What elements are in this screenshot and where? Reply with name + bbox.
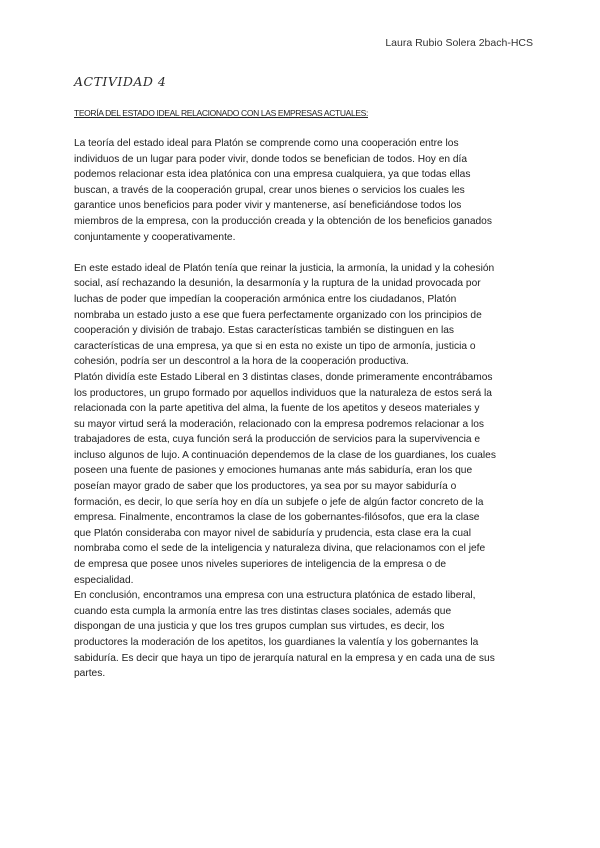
paragraph-conclusion: En conclusión, encontramos una empresa con una estructura platónica de estado liberal, cuando esta cumpla la armonía entre las tres distintas clases sociales, además que dispongan de una justicia y que los tres grupos cumplan sus virtudes, es decir, los productores la moderación de los apetitos, los guardianes la valentía y los gobernantes la sabiduría. Es decir que haya un tipo de jerarquía natural en la empresa y en cada una de sus partes. [74,590,495,680]
author-line: Laura Rubio Solera 2bach-HCS [385,37,533,49]
paragraph-intro: La teoría del estado ideal para Platón se comprende como una cooperación entre los individuos de un lugar para poder vivir, donde todos se benefician de todos. Hoy en día podemos relacionar esta idea platónica con una empresa cualquiera, ya que todas ellas buscan, a través de la cooperación grupal, crear unos bienes o servicios los cuales les garantice unos beneficios para poder vivir y mantenerse, así beneficiándose todos los miembros de la empresa, con la producción creada y la obtención de los beneficios ganados conjuntamente y cooperativamente. [74,138,492,243]
paragraph-classes: Platón dividía este Estado Liberal en 3 distintas clases, donde primeramente encontrábamos los productores, un grupo formado por aquellos individuos que la naturaleza de estos será la relacionada con la parte apetitiva del alma, la fuente de los apetitos y deseos materiales y su mayor virtud será la moderación, relacionado con la empresa podremos relacionar a los trabajadores de esta, cuya función será la producción de servicios para la supervivencia e incluso algunos de lujo. A continuación dependemos de la clase de los guardianes, los cuales poseen una fuente de pasiones y emociones humanas ante más sabiduría, eran los que poseían mayor grado de saber que los productores, ya sea por su mayor sabiduría o formación, es decir, lo que sería hoy en día un subjefe o jefe de algún factor concreto de la empresa. Finalmente, encontramos la clase de los gobernantes-filósofos, que era la clase que Platón consideraba con mayor nivel de sabiduría y prudencia, esta clase era la cual nombraba como el sede de la inteligencia y naturaleza divina, que relacionamos con el jefe de empresa que posee unos niveles superiores de inteligencia de la empresa o de especialidad. [74,371,496,586]
document-body [74,136,530,682]
section-heading: TEORÍA DEL ESTADO IDEAL RELACIONADO CON LAS EMPRESAS ACTUALES: [74,108,368,118]
paragraph-justice: En este estado ideal de Platón tenía que reinar la justicia, la armonía, la unidad y la cohesión social, así rechazando la desunión, la desarmonía y la ruptura de la unidad provocada por luchas de poder que impedían la cooperación armónica entre los ciudadanos, Platón nombraba un estado justo a ese que fuera perfectamente organizado con los principios de cooperación y división de trabajo. Estas características también se distinguen en las características de una empresa, ya que si en esta no existe un tipo de armonía, justicia o cohesión, podría ser un descontrol a la hora de la cooperación productiva. [74,262,495,368]
paragraph-spacer [74,245,530,261]
activity-title: ACTIVIDAD 4 [74,74,167,89]
